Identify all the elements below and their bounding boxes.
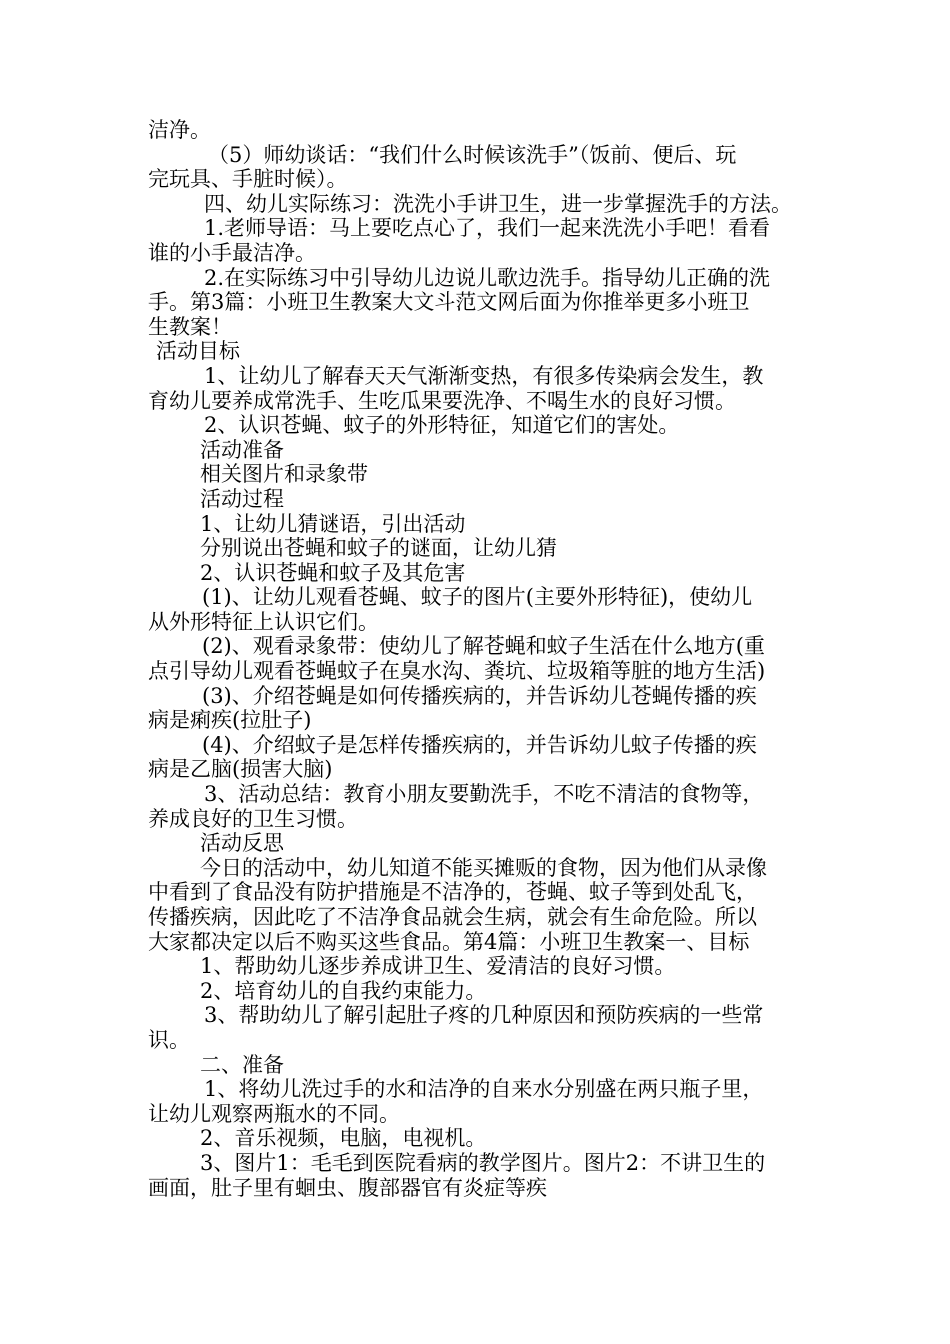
document-page: [148, 118, 828, 1200]
text-line: (1)、让幼儿观看苍蝇、蚊子的图片(主要外形特征)，使幼儿: [202, 585, 753, 610]
text-line: 育幼儿要养成常洗手、生吃瓜果要洗净、不喝生水的良好习惯。: [148, 388, 736, 413]
text-line: 谁的小手最洁净。: [148, 240, 316, 265]
text-line: 1.老师导语：马上要吃点心了，我们一起来洗洗小手吧！看看: [204, 216, 771, 241]
text-line: 手。第3篇：小班卫生教案大文斗范文网后面为你推举更多小班卫: [148, 290, 750, 315]
text-line: 1、让幼儿猜谜语，引出活动: [200, 511, 466, 536]
text-line: (4)、介绍蚊子是怎样传播疾病的，并告诉幼儿蚊子传播的疾: [202, 732, 757, 757]
text-line: 2、认识苍蝇、蚊子的外形特征，知道它们的害处。: [204, 413, 680, 438]
text-line: 养成良好的卫生习惯。: [148, 806, 358, 831]
text-line: 2、音乐视频，电脑，电视机。: [200, 1126, 487, 1151]
text-line: 2.在实际练习中引导幼儿边说儿歌边洗手。指导幼儿正确的洗: [204, 265, 771, 290]
text-line: 1、让幼儿了解春天天气渐渐变热，有很多传染病会发生，教: [204, 363, 764, 388]
text-line: 分别说出苍蝇和蚊子的谜面，让幼儿猜: [200, 536, 557, 561]
text-line: 传播疾病，因此吃了不洁净食品就会生病，就会有生命危险。所以: [148, 905, 757, 929]
section-heading: 活动过程: [200, 486, 284, 511]
text-line: 大家都决定以后不购买这些食品。第4篇：小班卫生教案一、目标: [148, 929, 750, 954]
text-line: 3、图片1：毛毛到医院看病的教学图片。图片2：不讲卫生的: [200, 1150, 766, 1175]
text-line: 病是痢疾(拉肚子): [148, 708, 312, 733]
section-heading: 活动反思: [200, 831, 284, 856]
text-line: 生教案！: [148, 314, 232, 339]
text-line: 2、培育幼儿的自我约束能力。: [200, 978, 487, 1003]
text-line: 画面，肚子里有蛔虫、腹部器官有炎症等疾: [148, 1175, 547, 1200]
text-line: 今日的活动中，幼儿知道不能买摊贩的食物，因为他们从录像: [200, 855, 767, 880]
section-heading: 活动准备: [200, 437, 284, 462]
text-line: 让幼儿观察两瓶水的不同。: [148, 1101, 400, 1126]
text-line: （5）师幼谈话：“我们什么时候该洗手”（饭前、便后、玩: [208, 142, 737, 167]
text-line: 完玩具、手脏时候）。: [148, 167, 348, 192]
text-line: (3)、介绍苍蝇是如何传播疾病的，并告诉幼儿苍蝇传播的疾: [202, 683, 757, 708]
text-line: 四、幼儿实际练习：洗洗小手讲卫生，进一步掌握洗手的方法。: [204, 191, 792, 216]
text-line: 从外形特征上认识它们。: [148, 609, 379, 634]
text-line: 识。: [148, 1027, 190, 1052]
section-heading: 活动目标: [156, 339, 240, 364]
text-line: (2)、观看录象带：使幼儿了解苍蝇和蚊子生活在什么地方(重: [202, 634, 765, 659]
text-line: 中看到了食品没有防护措施是不洁净的，苍蝇、蚊子等到处乱飞，: [148, 880, 757, 905]
text-line: 点引导幼儿观看苍蝇蚊子在臭水沟、粪坑、垃圾箱等脏的地方生活): [148, 659, 766, 684]
text-line: 2、认识苍蝇和蚊子及其危害: [200, 560, 466, 585]
text-line: 1、帮助幼儿逐步养成讲卫生、爱清洁的良好习惯。: [200, 954, 676, 979]
text-line: 3、帮助幼儿了解引起肚子疼的几种原因和预防疾病的一些常: [204, 1003, 764, 1028]
section-heading: 二、准备: [200, 1052, 284, 1077]
text-line: 洁净。: [148, 118, 211, 142]
text-line: 相关图片和录象带: [200, 462, 368, 487]
text-line: 病是乙脑(损害大脑): [148, 757, 333, 782]
text-line: 3、活动总结：教育小朋友要勤洗手，不吃不清洁的食物等，: [204, 782, 764, 807]
text-line: 1、将幼儿洗过手的水和洁净的自来水分别盛在两只瓶子里，: [204, 1077, 764, 1102]
